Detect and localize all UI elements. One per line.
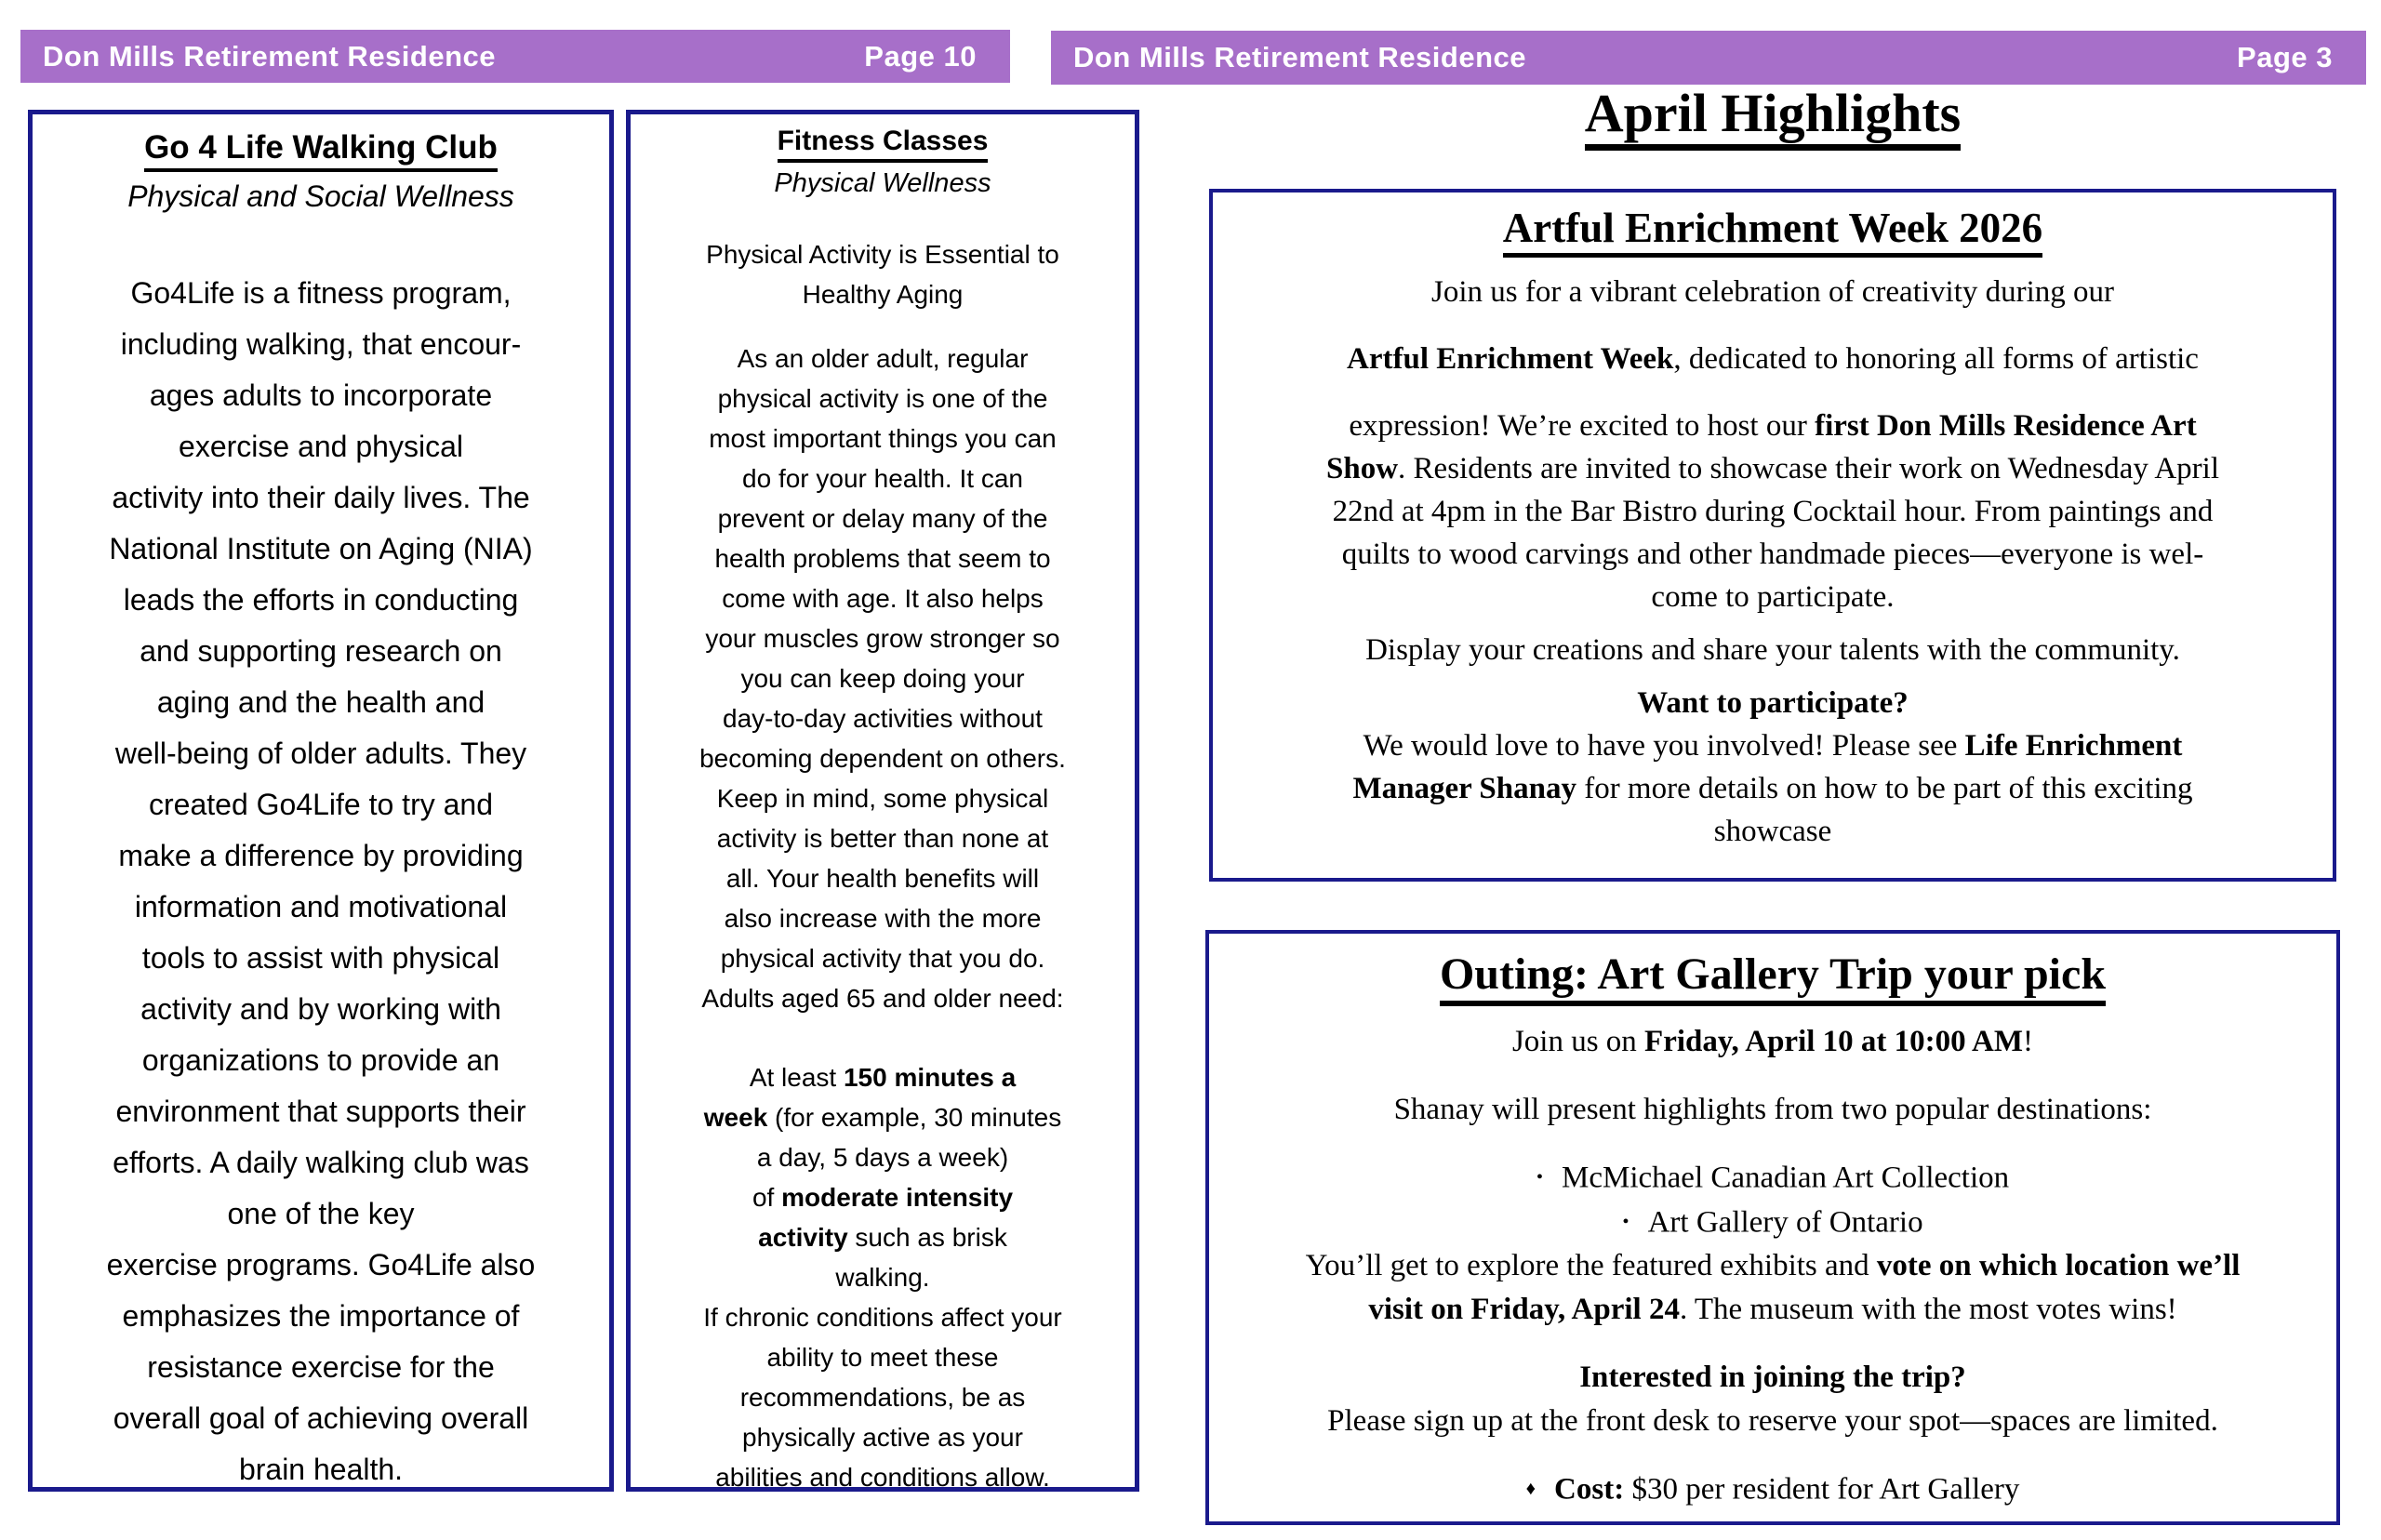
text-run: $30 per resident for Art Gallery [1624, 1472, 2020, 1507]
text-run: ! [2023, 1025, 2034, 1058]
text-line [638, 1097, 1127, 1137]
text-line [1233, 533, 2312, 576]
artful-week-title-row [1233, 204, 2312, 252]
text-run: Show [1325, 452, 1399, 485]
text-line [1230, 1356, 2316, 1400]
text-line [638, 738, 1127, 778]
text-run: vote on which location we’ll [1876, 1249, 2241, 1282]
text-run: efforts. A daily walking club was [113, 1146, 529, 1179]
text-run: day-to-day activities without [723, 704, 1043, 733]
text-run: created Go4Life to try and [149, 788, 493, 821]
text-run: walking. [835, 1263, 930, 1292]
text-run: If chronic conditions affect your [703, 1303, 1062, 1332]
text-line [42, 1035, 600, 1086]
text-line [638, 978, 1127, 1018]
text-line [42, 677, 600, 728]
text-line [1233, 447, 2312, 490]
left-page-header-bar [20, 30, 1010, 83]
text-run: . Residents are invited to showcase their work on Wednesday April [1398, 452, 2219, 485]
text-run: exercise and physical [179, 430, 463, 463]
text-line [1233, 629, 2312, 671]
text-line [638, 1217, 1127, 1257]
text-line [1230, 1467, 2316, 1512]
text-line [638, 1177, 1127, 1217]
text-run: physical activity is one of the [717, 384, 1048, 413]
text-run: all. Your health benefits will [725, 864, 1040, 893]
text-run: do for your health. It can [742, 464, 1023, 493]
text-line [1230, 1088, 2316, 1132]
text-run: expression! We’re excited to host our [1349, 409, 1816, 443]
text-run: tools to assist with physical [141, 941, 500, 975]
bullet-icon: • [1536, 1167, 1543, 1188]
text-line [42, 1240, 600, 1291]
text-run: . The museum with the most votes wins! [1679, 1293, 2177, 1326]
text-run: Want to participate? [1637, 686, 1909, 720]
text-run: ability to meet these [766, 1343, 999, 1372]
text-line [42, 1444, 600, 1492]
text-line [638, 1337, 1127, 1377]
artful-week-body [1233, 271, 2312, 853]
walking-club-title: Go 4 Life Walking Club [144, 129, 498, 172]
text-run: Shanay will present highlights from two popular destinations: [1393, 1093, 2152, 1126]
text-run: Join us for a vibrant celebration of creativity during our [1430, 275, 2115, 309]
text-line [42, 779, 600, 830]
text-line [1233, 810, 2312, 853]
text-run: health problems that seem to [714, 544, 1051, 573]
text-run: physical activity that you do. [720, 944, 1045, 973]
artful-week-title: Artful Enrichment Week 2026 [1503, 205, 2042, 258]
text-run: quilts to wood carvings and other handmade pieces—everyone is wel- [1341, 538, 2204, 571]
text-run: Go4Life is a fitness program, [130, 276, 512, 310]
text-run: Keep in mind, some physical [716, 784, 1049, 813]
text-run: week [703, 1103, 768, 1132]
text-line [638, 618, 1127, 658]
text-line [638, 1377, 1127, 1417]
text-line [42, 472, 600, 524]
text-run: Please sign up at the front desk to reserve your spot—spaces are limited. [1327, 1404, 2218, 1438]
bullet-icon: • [1622, 1211, 1629, 1232]
text-run: activity into their daily lives. The [112, 481, 530, 514]
text-run: also increase with the more [724, 904, 1042, 933]
text-run: and supporting research on [140, 634, 502, 668]
text-run: aging and the health and [156, 685, 486, 719]
right-page-header-bar [1051, 31, 2366, 85]
text-line [1233, 724, 2312, 767]
text-run: for more details on how to be part of this exciting [1576, 772, 2193, 805]
text-run: make a difference by providing [118, 839, 524, 872]
text-run: ages adults to incorporate [149, 378, 493, 412]
right-header-title: Don Mills Retirement Residence [1073, 41, 1527, 73]
outing-body [1230, 1020, 2316, 1512]
text-run: (for example, 30 minutes [767, 1103, 1062, 1132]
text-line [638, 698, 1127, 738]
text-run: including walking, that encour- [120, 327, 522, 361]
text-line [638, 1297, 1127, 1337]
text-run: activity and by working with [140, 992, 501, 1026]
text-run: Life Enrichment [1964, 729, 2183, 763]
text-line [1233, 271, 2312, 313]
text-run: come to participate. [1651, 580, 1895, 614]
text-run: such as brisk [847, 1223, 1007, 1252]
text-line [42, 524, 600, 575]
text-line [638, 234, 1127, 274]
text-line [42, 933, 600, 984]
text-line [638, 274, 1127, 314]
fitness-classes-subtitle: Physical Wellness [774, 168, 991, 198]
text-run: Art Gallery of Ontario [1647, 1205, 1923, 1239]
text-line [638, 938, 1127, 978]
left-header-title: Don Mills Retirement Residence [43, 39, 497, 73]
text-run: showcase [1713, 815, 1832, 848]
text-line [42, 984, 600, 1035]
text-line [1230, 1156, 2316, 1201]
text-run: Display your creations and share your talents with the community. [1365, 633, 2180, 667]
text-run: environment that supports their [115, 1095, 526, 1128]
text-line [42, 575, 600, 626]
text-line [42, 1188, 600, 1240]
text-run: resistance exercise for the [147, 1350, 495, 1384]
text-run: leads the efforts in conducting [123, 583, 519, 617]
text-run: you can keep doing your [740, 664, 1025, 693]
text-line [1230, 1201, 2316, 1245]
text-run: We would love to have you involved! Please see [1363, 729, 1965, 763]
artful-week-card [1209, 189, 2336, 882]
text-run: emphasizes the importance of [122, 1299, 520, 1333]
text-run: Interested in joining the trip? [1579, 1361, 1966, 1394]
text-run: 150 minutes a [843, 1063, 1017, 1092]
text-run: Artful Enrichment Week [1347, 342, 1674, 376]
text-run: exercise programs. Go4Life also [106, 1248, 536, 1281]
text-line [42, 1137, 600, 1188]
walking-club-card [28, 110, 614, 1492]
text-line [638, 898, 1127, 938]
text-run: a day, 5 days a week) [756, 1143, 1009, 1172]
text-run: Healthy Aging [802, 280, 964, 309]
text-run: becoming dependent on others. [699, 744, 1066, 773]
text-run: activity [758, 1223, 848, 1252]
text-line [638, 858, 1127, 898]
text-line [1230, 1244, 2316, 1288]
text-line [638, 778, 1127, 818]
text-run: well-being of older adults. They [114, 737, 527, 770]
text-run: Manager Shanay [1352, 772, 1576, 805]
text-run: National Institute on Aging (NIA) [109, 532, 533, 565]
text-run: As an older adult, regular [737, 344, 1029, 373]
text-line [42, 626, 600, 677]
fitness-classes-body [638, 234, 1127, 1492]
text-line [638, 418, 1127, 458]
text-line [42, 370, 600, 421]
text-line [42, 1086, 600, 1137]
text-run: Cost: [1554, 1472, 1625, 1507]
text-run: most important things you can [709, 424, 1057, 453]
text-line [638, 378, 1127, 418]
fitness-classes-title: Fitness Classes [778, 126, 989, 163]
text-line [638, 339, 1127, 378]
text-run: one of the key [227, 1197, 415, 1230]
text-line [638, 578, 1127, 618]
text-run: recommendations, be as [739, 1383, 1026, 1412]
text-line [42, 1342, 600, 1393]
text-run: , dedicated to honoring all forms of artistic [1673, 342, 2199, 376]
text-line [638, 1057, 1127, 1097]
text-run: information and motivational [134, 890, 508, 923]
text-run: physically active as your [742, 1423, 1023, 1452]
text-run: brain health. [238, 1453, 404, 1486]
text-run: activity is better than none at [716, 824, 1049, 853]
text-run: McMichael Canadian Art Collection [1562, 1161, 2010, 1195]
text-line [638, 1417, 1127, 1457]
text-line [42, 421, 600, 472]
walking-club-body [42, 268, 600, 1492]
walking-club-title-row [42, 129, 600, 172]
text-line [638, 458, 1127, 498]
text-line [42, 1393, 600, 1444]
text-line [1233, 490, 2312, 533]
text-run: You’ll get to explore the featured exhibits and [1305, 1249, 1877, 1282]
text-line [42, 319, 600, 370]
text-line [638, 1457, 1127, 1492]
text-line [638, 1257, 1127, 1297]
text-run: Friday, April 10 at 10:00 AM [1644, 1025, 2024, 1058]
outing-title: Outing: Art Gallery Trip your pick [1440, 949, 2106, 1006]
text-line [638, 818, 1127, 858]
text-line [1233, 338, 2312, 380]
text-line [1230, 1400, 2316, 1443]
text-run: first Don Mills Residence Art [1815, 409, 2197, 443]
text-line [638, 498, 1127, 538]
text-run: of [752, 1183, 782, 1212]
text-run: At least [749, 1063, 844, 1092]
fitness-classes-title-row [638, 126, 1127, 163]
april-highlights-title-row [1209, 82, 2336, 144]
fitness-classes-card [626, 110, 1139, 1492]
text-line [1230, 1020, 2316, 1064]
text-line [638, 658, 1127, 698]
text-line [1233, 576, 2312, 618]
text-run: Adults aged 65 and older need: [701, 984, 1064, 1013]
text-line [42, 882, 600, 933]
outing-title-row [1230, 949, 2316, 1000]
text-line [1233, 767, 2312, 810]
text-run: visit on Friday, April 24 [1368, 1293, 1680, 1326]
text-run: Physical Activity is Essential to [706, 240, 1059, 269]
text-run: organizations to provide an [141, 1043, 500, 1077]
text-run: 22nd at 4pm in the Bar Bistro during Cocktail hour. From paintings and [1332, 495, 2214, 528]
text-line [42, 728, 600, 779]
text-line [42, 830, 600, 882]
walking-club-subtitle: Physical and Social Wellness [127, 179, 514, 213]
outing-card [1205, 930, 2340, 1525]
bullet-icon: ♦ [1525, 1479, 1536, 1499]
text-run: your muscles grow stronger so [705, 624, 1060, 653]
text-line [42, 1291, 600, 1342]
text-run: overall goal of achieving overall [113, 1401, 529, 1435]
text-line [638, 538, 1127, 578]
left-page-number: Page 10 [864, 39, 977, 73]
text-run: come with age. It also helps [722, 584, 1044, 613]
text-line [42, 268, 600, 319]
text-run: abilities and conditions allow. [715, 1463, 1050, 1492]
text-line [1233, 405, 2312, 447]
text-run: moderate intensity [781, 1183, 1014, 1212]
right-page-number: Page 3 [2237, 41, 2333, 73]
text-run: prevent or delay many of the [717, 504, 1048, 533]
text-run: Join us on [1511, 1025, 1645, 1058]
text-line [1230, 1288, 2316, 1332]
april-highlights-title: April Highlights [1585, 83, 1961, 151]
text-line [638, 1137, 1127, 1177]
text-line [1233, 682, 2312, 724]
